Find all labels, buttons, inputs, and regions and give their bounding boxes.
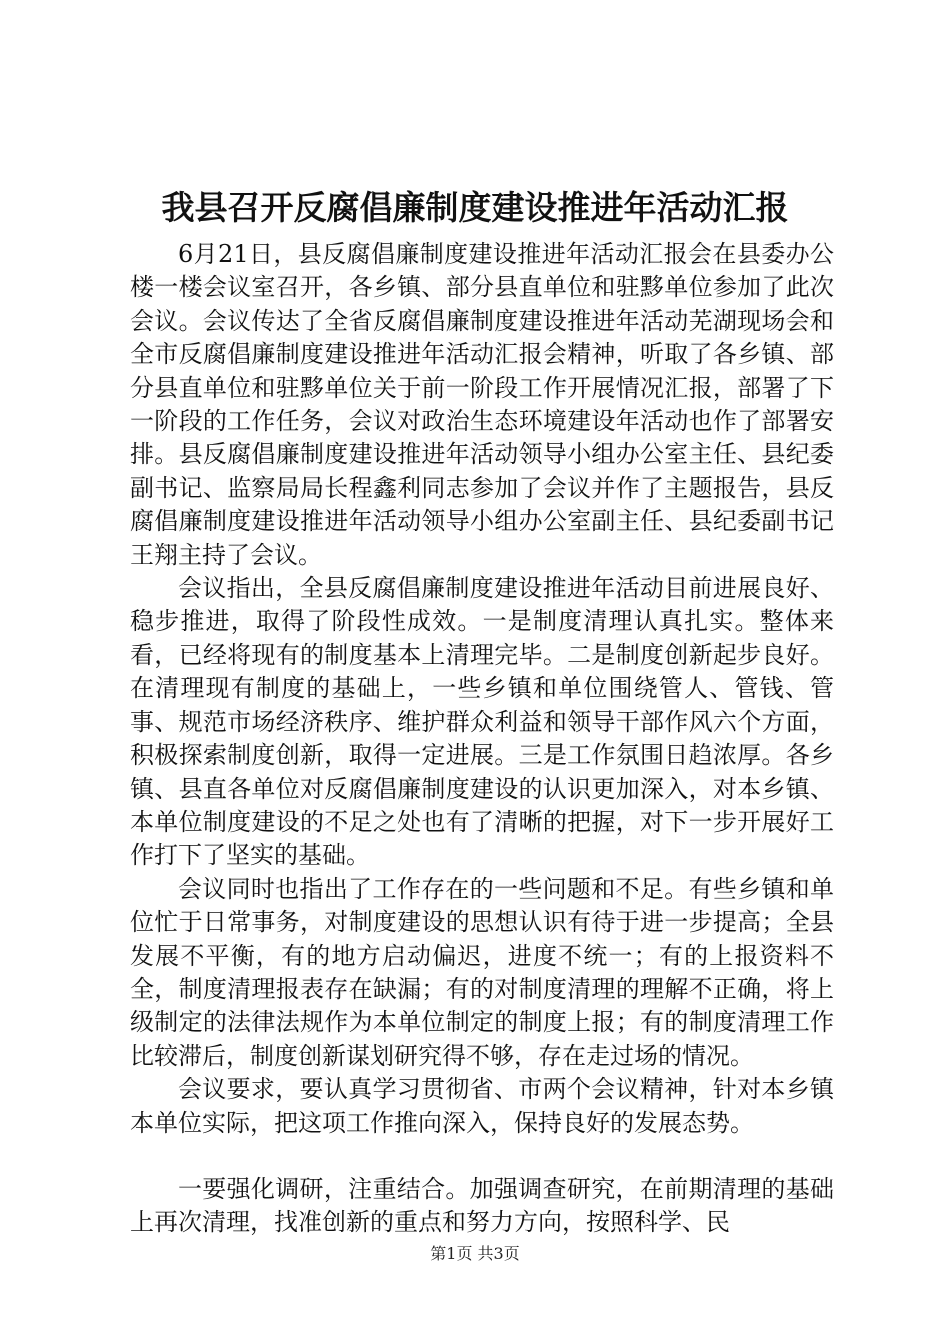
paragraph-5: 一要强化调研，注重结合。加强调查研究，在前期清理的基础上再次清理，找准创新的重点和努力方向，按照科学、民 <box>130 1174 834 1237</box>
paragraph-spacer <box>130 1140 834 1173</box>
paragraph-1: 6月21日，县反腐倡廉制度建设推进年活动汇报会在县委办公楼一楼会议室召开，各乡镇、部分县直单位和驻黟单位参加了此次会议。会议传达了全省反腐倡廉制度建设推进年活动芜湖现场会和全市反腐倡廉制度建设推进年活动汇报会精神，听取了各乡镇、部分县直单位和驻黟单位关于前一阶段工作开展情况汇报，部署了下一阶段的工作任务，会议对政治生态环境建设年活动也作了部署安排。县反腐倡廉制度建设推进年活动领导小组办公室主任、县纪委副书记、监察局局长程鑫利同志参加了会议并作了主题报告，县反腐倡廉制度建设推进年活动领导小组办公室副主任、县纪委副书记王翔主持了会议。 <box>130 240 834 569</box>
paragraph-2: 会议指出，全县反腐倡廉制度建设推进年活动目前进展良好、稳步推进，取得了阶段性成效。一是制度清理认真扎实。整体来看，已经将现有的制度基本上清理完毕。二是制度创新起步良好。在清理现有制度的基础上，一些乡镇和单位围绕管人、管钱、管事、规范市场经济秩序、维护群众利益和领导干部作风六个方面，积极探索制度创新，取得一定进展。三是工作氛围日趋浓厚。各乡镇、县直各单位对反腐倡廉制度建设的认识更加深入，对本乡镇、本单位制度建设的不足之处也有了清晰的把握，对下一步开展好工作打下了坚实的基础。 <box>130 574 834 870</box>
document-body <box>130 238 834 1240</box>
paragraph-4: 会议要求，要认真学习贯彻省、市两个会议精神，针对本乡镇本单位实际，把这项工作推向深入，保持良好的发展态势。 <box>130 1075 834 1137</box>
page-footer: 第1页 共3页 <box>430 1244 520 1263</box>
paragraph-3: 会议同时也指出了工作存在的一些问题和不足。有些乡镇和单位忙于日常事务，对制度建设的思想认识有待于进一步提高；全县发展不平衡，有的地方启动偏迟，进度不统一；有的上报资料不全，制度清理报表存在缺漏；有的对制度清理的理解不正确，将上级制定的法律法规作为本单位制定的制度上报；有的制度清理工作比较滞后，制度创新谋划研究得不够，存在走过场的情况。 <box>130 874 834 1070</box>
document-title: 我县召开反腐倡廉制度建设推进年活动汇报 <box>161 188 789 227</box>
